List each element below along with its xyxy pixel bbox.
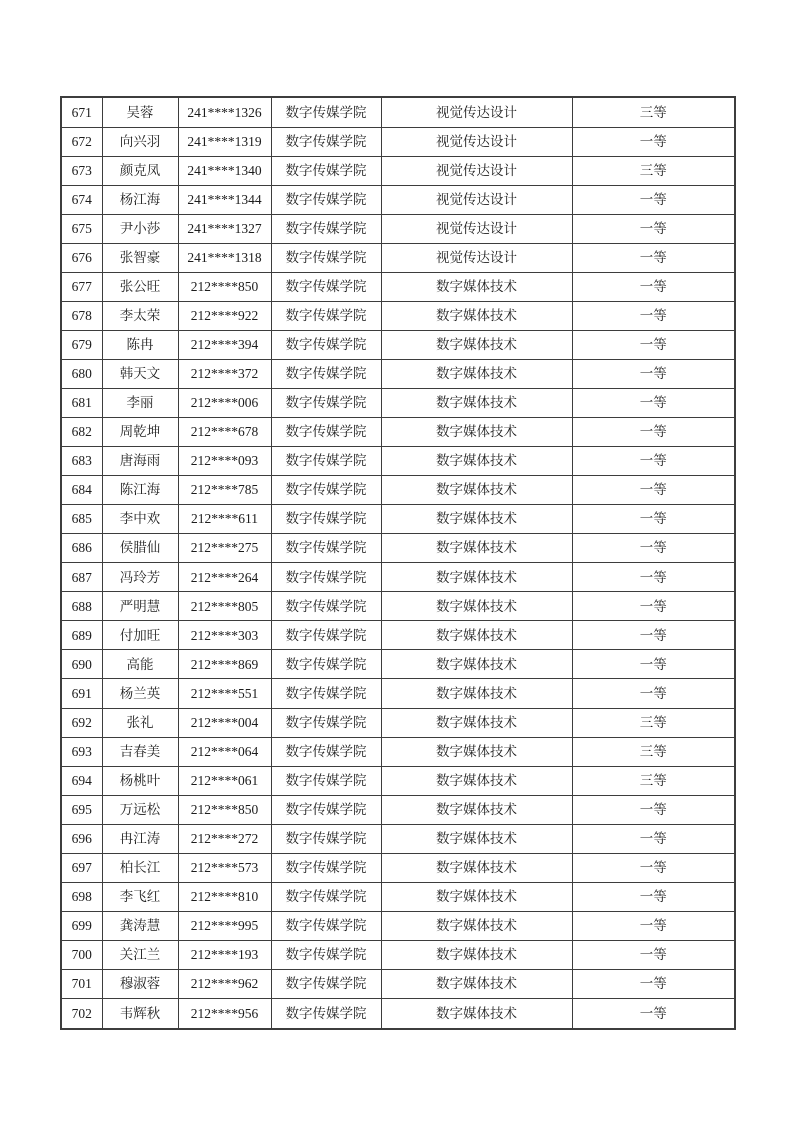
row-number-cell: 687 <box>61 563 102 592</box>
name-cell: 尹小莎 <box>102 214 178 243</box>
major-cell: 数字媒体技术 <box>381 301 572 330</box>
award-level-cell: 一等 <box>572 650 735 679</box>
id-number-cell: 241****1318 <box>178 243 271 272</box>
college-cell: 数字传媒学院 <box>271 127 381 156</box>
id-number-cell: 212****394 <box>178 330 271 359</box>
row-number-cell: 681 <box>61 388 102 417</box>
major-cell: 视觉传达设计 <box>381 97 572 127</box>
award-level-cell: 一等 <box>572 882 735 911</box>
id-number-cell: 212****275 <box>178 534 271 563</box>
major-cell: 视觉传达设计 <box>381 243 572 272</box>
major-cell: 数字媒体技术 <box>381 824 572 853</box>
major-cell: 数字媒体技术 <box>381 969 572 998</box>
name-cell: 颜克凤 <box>102 156 178 185</box>
table-row <box>61 243 735 272</box>
row-number-cell: 678 <box>61 301 102 330</box>
major-cell: 数字媒体技术 <box>381 621 572 650</box>
college-cell: 数字传媒学院 <box>271 214 381 243</box>
name-cell: 张智豪 <box>102 243 178 272</box>
award-level-cell: 一等 <box>572 940 735 969</box>
name-cell: 李中欢 <box>102 505 178 534</box>
row-number-cell: 693 <box>61 737 102 766</box>
award-level-cell: 一等 <box>572 998 735 1029</box>
award-table-body <box>61 97 735 1029</box>
row-number-cell: 699 <box>61 911 102 940</box>
name-cell: 吴蓉 <box>102 97 178 127</box>
award-level-cell: 一等 <box>572 447 735 476</box>
row-number-cell: 694 <box>61 766 102 795</box>
name-cell: 冉江涛 <box>102 824 178 853</box>
table-row <box>61 127 735 156</box>
table-row <box>61 563 735 592</box>
name-cell: 周乾坤 <box>102 418 178 447</box>
award-level-cell: 一等 <box>572 853 735 882</box>
table-row <box>61 621 735 650</box>
award-level-cell: 一等 <box>572 272 735 301</box>
award-level-cell: 一等 <box>572 824 735 853</box>
id-number-cell: 212****850 <box>178 272 271 301</box>
name-cell: 张公旺 <box>102 272 178 301</box>
college-cell: 数字传媒学院 <box>271 272 381 301</box>
row-number-cell: 680 <box>61 359 102 388</box>
name-cell: 张礼 <box>102 708 178 737</box>
table-row <box>61 824 735 853</box>
row-number-cell: 692 <box>61 708 102 737</box>
table-row <box>61 708 735 737</box>
college-cell: 数字传媒学院 <box>271 969 381 998</box>
table-row <box>61 505 735 534</box>
name-cell: 高能 <box>102 650 178 679</box>
table-row <box>61 592 735 621</box>
table-row <box>61 969 735 998</box>
award-level-cell: 一等 <box>572 185 735 214</box>
award-level-cell: 一等 <box>572 418 735 447</box>
row-number-cell: 676 <box>61 243 102 272</box>
award-level-cell: 三等 <box>572 156 735 185</box>
award-level-cell: 一等 <box>572 795 735 824</box>
table-row <box>61 185 735 214</box>
major-cell: 数字媒体技术 <box>381 476 572 505</box>
id-number-cell: 212****573 <box>178 853 271 882</box>
id-number-cell: 212****956 <box>178 998 271 1029</box>
award-level-cell: 一等 <box>572 214 735 243</box>
table-row <box>61 447 735 476</box>
row-number-cell: 675 <box>61 214 102 243</box>
row-number-cell: 696 <box>61 824 102 853</box>
award-level-cell: 一等 <box>572 388 735 417</box>
award-level-cell: 一等 <box>572 911 735 940</box>
table-row <box>61 301 735 330</box>
college-cell: 数字传媒学院 <box>271 505 381 534</box>
name-cell: 付加旺 <box>102 621 178 650</box>
row-number-cell: 698 <box>61 882 102 911</box>
id-number-cell: 212****805 <box>178 592 271 621</box>
college-cell: 数字传媒学院 <box>271 359 381 388</box>
id-number-cell: 241****1344 <box>178 185 271 214</box>
row-number-cell: 701 <box>61 969 102 998</box>
table-row <box>61 679 735 708</box>
table-row <box>61 650 735 679</box>
college-cell: 数字传媒学院 <box>271 447 381 476</box>
major-cell: 数字媒体技术 <box>381 998 572 1029</box>
college-cell: 数字传媒学院 <box>271 185 381 214</box>
table-row <box>61 418 735 447</box>
college-cell: 数字传媒学院 <box>271 388 381 417</box>
college-cell: 数字传媒学院 <box>271 795 381 824</box>
name-cell: 陈冉 <box>102 330 178 359</box>
award-level-cell: 一等 <box>572 243 735 272</box>
award-level-cell: 一等 <box>572 534 735 563</box>
table-row <box>61 272 735 301</box>
table-row <box>61 388 735 417</box>
table-row <box>61 853 735 882</box>
id-number-cell: 212****272 <box>178 824 271 853</box>
id-number-cell: 241****1327 <box>178 214 271 243</box>
award-level-cell: 三等 <box>572 766 735 795</box>
major-cell: 视觉传达设计 <box>381 156 572 185</box>
name-cell: 韩天文 <box>102 359 178 388</box>
id-number-cell: 212****372 <box>178 359 271 388</box>
table-row <box>61 795 735 824</box>
table-row <box>61 97 735 127</box>
college-cell: 数字传媒学院 <box>271 853 381 882</box>
name-cell: 李飞红 <box>102 882 178 911</box>
id-number-cell: 212****004 <box>178 708 271 737</box>
major-cell: 数字媒体技术 <box>381 708 572 737</box>
name-cell: 李太荣 <box>102 301 178 330</box>
college-cell: 数字传媒学院 <box>271 882 381 911</box>
table-row <box>61 156 735 185</box>
name-cell: 穆淑蓉 <box>102 969 178 998</box>
award-level-cell: 三等 <box>572 708 735 737</box>
college-cell: 数字传媒学院 <box>271 650 381 679</box>
id-number-cell: 241****1319 <box>178 127 271 156</box>
major-cell: 数字媒体技术 <box>381 766 572 795</box>
id-number-cell: 212****061 <box>178 766 271 795</box>
name-cell: 万远松 <box>102 795 178 824</box>
major-cell: 数字媒体技术 <box>381 447 572 476</box>
college-cell: 数字传媒学院 <box>271 708 381 737</box>
row-number-cell: 677 <box>61 272 102 301</box>
name-cell: 关江兰 <box>102 940 178 969</box>
award-level-cell: 一等 <box>572 505 735 534</box>
major-cell: 数字媒体技术 <box>381 911 572 940</box>
row-number-cell: 684 <box>61 476 102 505</box>
major-cell: 数字媒体技术 <box>381 359 572 388</box>
row-number-cell: 697 <box>61 853 102 882</box>
row-number-cell: 688 <box>61 592 102 621</box>
major-cell: 数字媒体技术 <box>381 534 572 563</box>
row-number-cell: 674 <box>61 185 102 214</box>
major-cell: 数字媒体技术 <box>381 418 572 447</box>
college-cell: 数字传媒学院 <box>271 592 381 621</box>
id-number-cell: 212****869 <box>178 650 271 679</box>
id-number-cell: 241****1340 <box>178 156 271 185</box>
college-cell: 数字传媒学院 <box>271 97 381 127</box>
row-number-cell: 690 <box>61 650 102 679</box>
id-number-cell: 212****995 <box>178 911 271 940</box>
major-cell: 数字媒体技术 <box>381 737 572 766</box>
id-number-cell: 212****093 <box>178 447 271 476</box>
id-number-cell: 212****303 <box>178 621 271 650</box>
award-level-cell: 一等 <box>572 301 735 330</box>
row-number-cell: 691 <box>61 679 102 708</box>
major-cell: 数字媒体技术 <box>381 650 572 679</box>
row-number-cell: 683 <box>61 447 102 476</box>
row-number-cell: 702 <box>61 998 102 1029</box>
row-number-cell: 679 <box>61 330 102 359</box>
award-level-cell: 一等 <box>572 621 735 650</box>
college-cell: 数字传媒学院 <box>271 330 381 359</box>
major-cell: 数字媒体技术 <box>381 272 572 301</box>
id-number-cell: 212****810 <box>178 882 271 911</box>
id-number-cell: 212****922 <box>178 301 271 330</box>
id-number-cell: 212****678 <box>178 418 271 447</box>
name-cell: 杨兰英 <box>102 679 178 708</box>
table-row <box>61 214 735 243</box>
id-number-cell: 212****962 <box>178 969 271 998</box>
row-number-cell: 686 <box>61 534 102 563</box>
table-row <box>61 737 735 766</box>
name-cell: 唐海雨 <box>102 447 178 476</box>
name-cell: 严明慧 <box>102 592 178 621</box>
college-cell: 数字传媒学院 <box>271 621 381 650</box>
row-number-cell: 671 <box>61 97 102 127</box>
row-number-cell: 672 <box>61 127 102 156</box>
id-number-cell: 212****264 <box>178 563 271 592</box>
major-cell: 数字媒体技术 <box>381 505 572 534</box>
award-level-cell: 三等 <box>572 97 735 127</box>
major-cell: 数字媒体技术 <box>381 563 572 592</box>
table-row <box>61 766 735 795</box>
table-row <box>61 911 735 940</box>
major-cell: 视觉传达设计 <box>381 214 572 243</box>
id-number-cell: 212****785 <box>178 476 271 505</box>
award-level-cell: 一等 <box>572 592 735 621</box>
table-row <box>61 534 735 563</box>
award-level-cell: 一等 <box>572 679 735 708</box>
college-cell: 数字传媒学院 <box>271 563 381 592</box>
major-cell: 数字媒体技术 <box>381 795 572 824</box>
college-cell: 数字传媒学院 <box>271 156 381 185</box>
id-number-cell: 212****193 <box>178 940 271 969</box>
college-cell: 数字传媒学院 <box>271 766 381 795</box>
name-cell: 杨江海 <box>102 185 178 214</box>
row-number-cell: 695 <box>61 795 102 824</box>
id-number-cell: 212****850 <box>178 795 271 824</box>
college-cell: 数字传媒学院 <box>271 940 381 969</box>
college-cell: 数字传媒学院 <box>271 737 381 766</box>
college-cell: 数字传媒学院 <box>271 534 381 563</box>
major-cell: 视觉传达设计 <box>381 185 572 214</box>
college-cell: 数字传媒学院 <box>271 679 381 708</box>
name-cell: 吉春美 <box>102 737 178 766</box>
name-cell: 龚涛慧 <box>102 911 178 940</box>
college-cell: 数字传媒学院 <box>271 418 381 447</box>
row-number-cell: 682 <box>61 418 102 447</box>
major-cell: 数字媒体技术 <box>381 592 572 621</box>
major-cell: 视觉传达设计 <box>381 127 572 156</box>
id-number-cell: 212****064 <box>178 737 271 766</box>
award-level-cell: 一等 <box>572 563 735 592</box>
award-level-cell: 一等 <box>572 359 735 388</box>
college-cell: 数字传媒学院 <box>271 998 381 1029</box>
row-number-cell: 673 <box>61 156 102 185</box>
name-cell: 杨桃叶 <box>102 766 178 795</box>
award-level-cell: 一等 <box>572 127 735 156</box>
id-number-cell: 212****611 <box>178 505 271 534</box>
name-cell: 冯玲芳 <box>102 563 178 592</box>
name-cell: 韦辉秋 <box>102 998 178 1029</box>
college-cell: 数字传媒学院 <box>271 301 381 330</box>
name-cell: 李丽 <box>102 388 178 417</box>
row-number-cell: 700 <box>61 940 102 969</box>
row-number-cell: 689 <box>61 621 102 650</box>
table-row <box>61 998 735 1029</box>
award-level-cell: 一等 <box>572 330 735 359</box>
name-cell: 柏长江 <box>102 853 178 882</box>
award-table <box>60 96 736 1030</box>
name-cell: 陈江海 <box>102 476 178 505</box>
college-cell: 数字传媒学院 <box>271 243 381 272</box>
award-level-cell: 三等 <box>572 737 735 766</box>
id-number-cell: 212****006 <box>178 388 271 417</box>
id-number-cell: 212****551 <box>178 679 271 708</box>
name-cell: 向兴羽 <box>102 127 178 156</box>
table-row <box>61 330 735 359</box>
college-cell: 数字传媒学院 <box>271 476 381 505</box>
award-level-cell: 一等 <box>572 476 735 505</box>
table-row <box>61 476 735 505</box>
row-number-cell: 685 <box>61 505 102 534</box>
table-row <box>61 940 735 969</box>
id-number-cell: 241****1326 <box>178 97 271 127</box>
major-cell: 数字媒体技术 <box>381 853 572 882</box>
major-cell: 数字媒体技术 <box>381 330 572 359</box>
major-cell: 数字媒体技术 <box>381 882 572 911</box>
table-row <box>61 882 735 911</box>
award-level-cell: 一等 <box>572 969 735 998</box>
college-cell: 数字传媒学院 <box>271 911 381 940</box>
major-cell: 数字媒体技术 <box>381 388 572 417</box>
table-row <box>61 359 735 388</box>
name-cell: 侯腊仙 <box>102 534 178 563</box>
major-cell: 数字媒体技术 <box>381 940 572 969</box>
major-cell: 数字媒体技术 <box>381 679 572 708</box>
college-cell: 数字传媒学院 <box>271 824 381 853</box>
